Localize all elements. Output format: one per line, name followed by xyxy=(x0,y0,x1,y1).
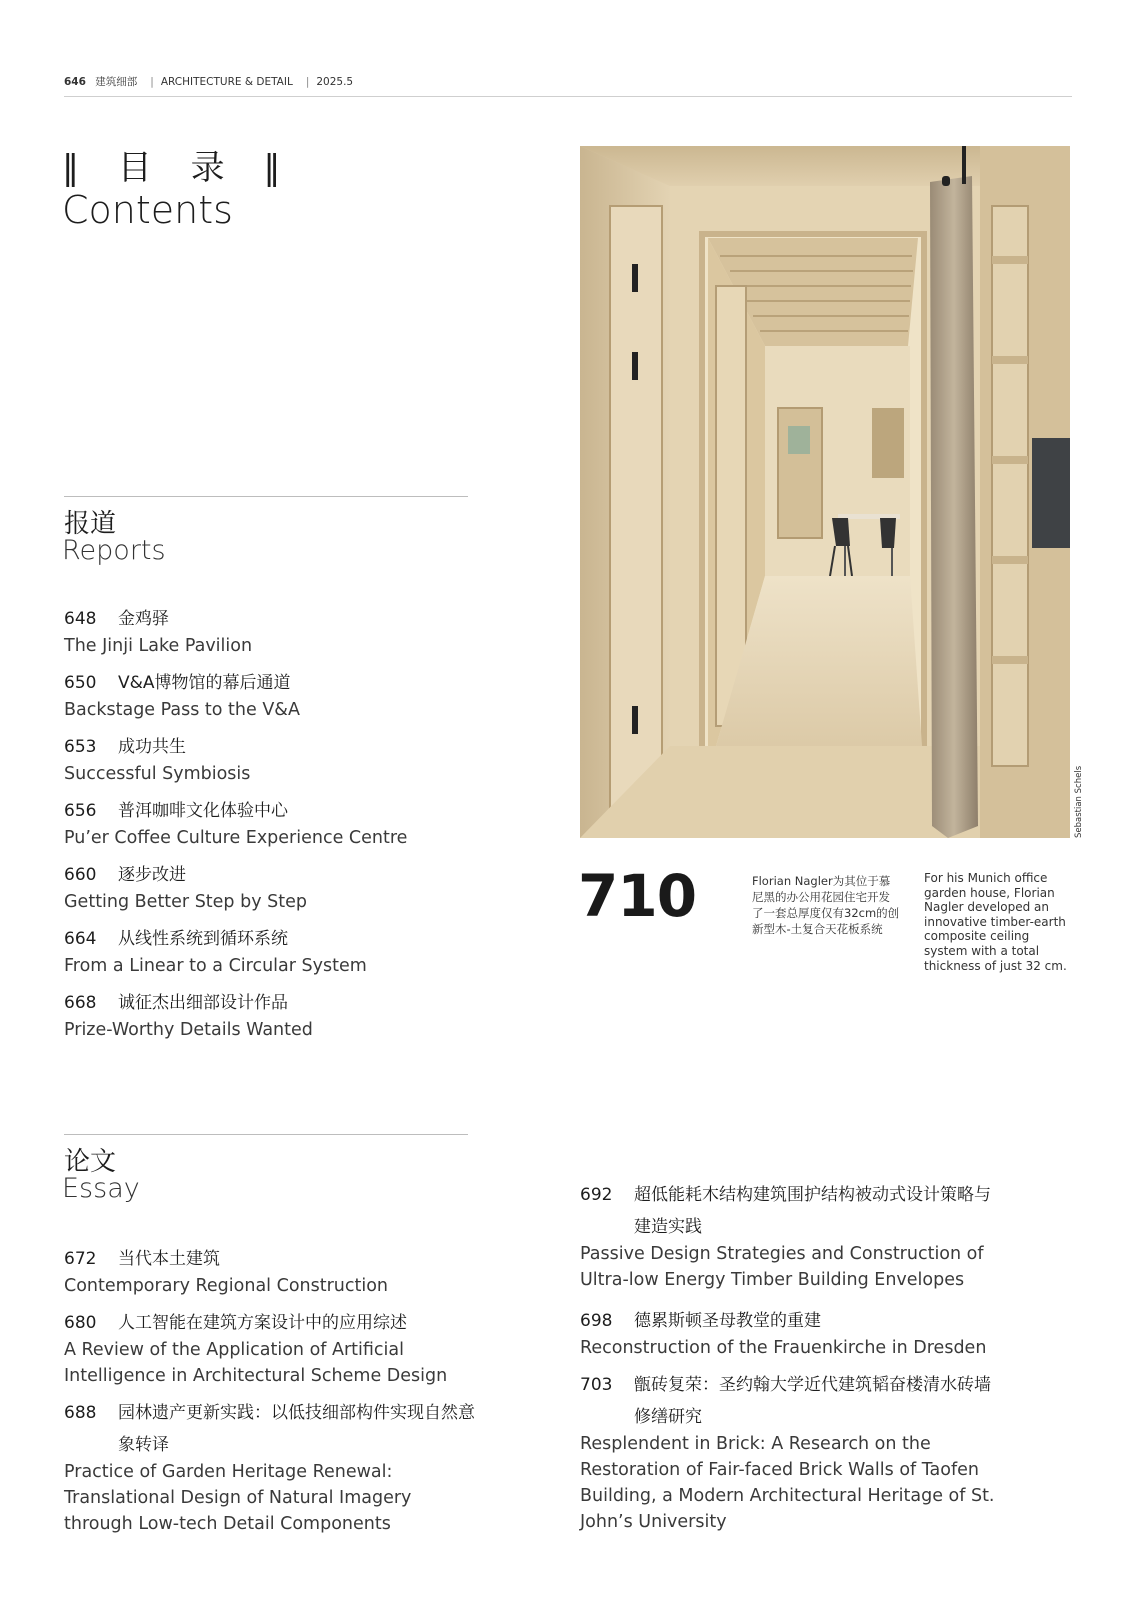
toc-entry[interactable] xyxy=(64,859,484,915)
toc-entry[interactable] xyxy=(64,795,484,851)
entry-page-number: 656 xyxy=(64,801,97,821)
entry-title-cn: 诚征杰出细部设计作品 xyxy=(118,993,288,1013)
entry-title-cn: 成功共生 xyxy=(118,737,186,757)
toc-entry[interactable] xyxy=(64,1243,484,1299)
entry-page-number: 648 xyxy=(64,609,97,629)
entry-title-cn: 逐步改进 xyxy=(118,865,186,885)
entry-page-number: 698 xyxy=(580,1311,613,1331)
header-separator: | xyxy=(150,76,154,88)
entry-page-number: 664 xyxy=(64,929,97,949)
header-separator: | xyxy=(305,76,310,88)
feature-page-number: 710 xyxy=(578,862,697,930)
toc-entry[interactable] xyxy=(64,731,484,787)
feature-photo xyxy=(580,146,1070,838)
journal-name-en: ARCHITECTURE & DETAIL xyxy=(160,76,293,88)
toc-entry[interactable] xyxy=(64,1397,484,1537)
entry-title-cn: 人工智能在建筑方案设计中的应用综述 xyxy=(118,1313,407,1333)
entry-title-en: Pu’er Coffee Culture Experience Centre xyxy=(64,828,408,848)
entry-title-en: Passive Design Strategies and Construction of Ultra-low Energy Timber Building Envelopes xyxy=(580,1244,984,1290)
entry-page-number: 653 xyxy=(64,737,97,757)
entry-page-number: 688 xyxy=(64,1403,97,1423)
toc-entry[interactable] xyxy=(64,667,484,723)
toc-entry[interactable] xyxy=(64,987,484,1043)
entry-title-en: From a Linear to a Circular System xyxy=(64,956,367,976)
entry-title-cn: 金鸡驿 xyxy=(118,609,169,629)
issue-number: 2025.5 xyxy=(316,76,354,88)
section-heading-essay-en: Essay xyxy=(62,1173,140,1204)
entry-title-en: The Jinji Lake Pavilion xyxy=(64,636,253,656)
toc-entry[interactable] xyxy=(64,1307,484,1389)
toc-entry[interactable] xyxy=(580,1369,1000,1535)
entry-title-cn: 从线性系统到循环系统 xyxy=(118,929,288,949)
running-header xyxy=(64,74,1072,97)
entry-title-en: Practice of Garden Heritage Renewal: Translational Design of Natural Imagery through Low-tech Detail Components xyxy=(64,1462,412,1534)
journal-name-cn: 建筑细部 xyxy=(95,76,138,88)
entry-page-number: 692 xyxy=(580,1185,613,1205)
section-divider xyxy=(64,496,468,497)
page-title-en: Contents xyxy=(62,188,233,232)
feature-caption-en: For his Munich office garden house, Florian Nagler developed an innovative timber-earth composite ceiling system with a total thickness of just 32 cm. xyxy=(924,871,1067,973)
entry-page-number: 660 xyxy=(64,865,97,885)
section-heading-reports-cn: 报道 xyxy=(64,509,117,539)
photo-credit: Sebastian Schels xyxy=(1074,765,1084,838)
entry-title-en: Successful Symbiosis xyxy=(64,764,251,784)
entry-title-cn: 园林遗产更新实践：以低技细部构件实现自然意象转译 xyxy=(118,1403,475,1455)
entry-page-number: 650 xyxy=(64,673,97,693)
entry-title-en: A Review of the Application of Artificial Intelligence in Architectural Scheme Design xyxy=(64,1340,448,1386)
page-title-cn: ‖ 目 录 ‖ xyxy=(62,148,295,188)
section-heading-essay-cn: 论文 xyxy=(64,1147,117,1177)
entry-page-number: 672 xyxy=(64,1249,97,1269)
entry-title-cn: 普洱咖啡文化体验中心 xyxy=(118,801,288,821)
entry-page-number: 680 xyxy=(64,1313,97,1333)
entry-title-cn: 超低能耗木结构建筑围护结构被动式设计策略与建造实践 xyxy=(634,1185,991,1237)
entry-title-en: Contemporary Regional Construction xyxy=(64,1276,389,1296)
toc-entry[interactable] xyxy=(580,1305,1000,1361)
entry-title-cn: 当代本土建筑 xyxy=(118,1249,220,1269)
entry-title-en: Reconstruction of the Frauenkirche in Dresden xyxy=(580,1338,987,1358)
entry-title-cn: V&A博物馆的幕后通道 xyxy=(118,673,291,693)
entry-title-cn: 德累斯顿圣母教堂的重建 xyxy=(634,1311,821,1331)
entry-title-en: Resplendent in Brick: A Research on the Restoration of Fair-faced Brick Walls of Taofen Building, a Modern Architectural Heritage of St. John’s University xyxy=(580,1434,995,1532)
entry-title-en: Getting Better Step by Step xyxy=(64,892,307,912)
entry-title-cn: 甑砖复荣：圣约翰大学近代建筑韬奋楼清水砖墙修缮研究 xyxy=(634,1375,991,1427)
toc-entry[interactable] xyxy=(64,923,484,979)
toc-entry[interactable] xyxy=(64,603,484,659)
entry-page-number: 668 xyxy=(64,993,97,1013)
section-divider xyxy=(64,1134,468,1135)
toc-entry[interactable] xyxy=(580,1179,1000,1293)
entry-title-en: Backstage Pass to the V&A xyxy=(64,700,300,720)
feature-caption-cn: Florian Nagler为其位于慕尼黑的办公用花园住宅开发了一套总厚度仅有32cm的创新型木-土复合天花板系统 xyxy=(752,874,900,936)
entry-page-number: 703 xyxy=(580,1375,613,1395)
page-number: 646 xyxy=(64,76,86,88)
section-heading-reports-en: Reports xyxy=(62,535,166,566)
entry-title-en: Prize-Worthy Details Wanted xyxy=(64,1020,313,1040)
